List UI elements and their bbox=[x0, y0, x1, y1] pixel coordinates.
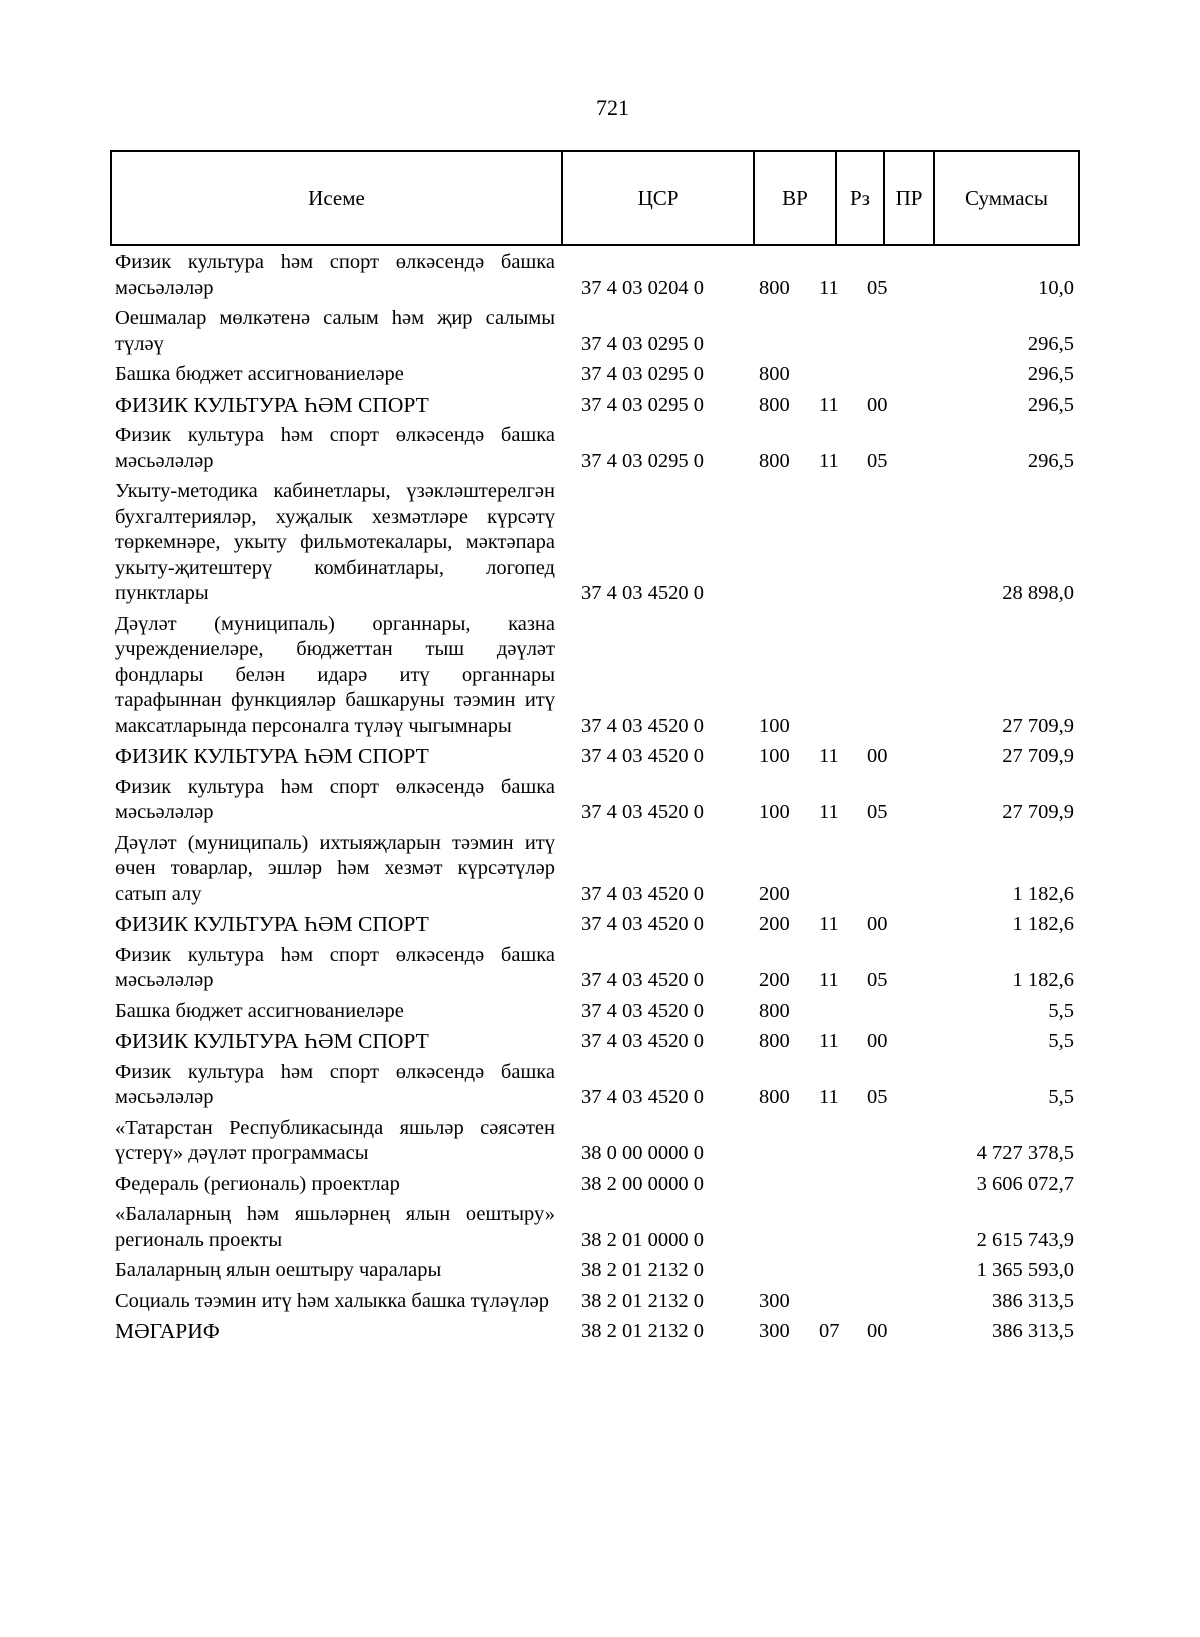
row-name: Физик культура һәм спорт өлкәсендә башка мәсьәләләр bbox=[115, 943, 555, 991]
row-csr: 37 4 03 4520 0 bbox=[581, 1030, 704, 1052]
row-name: Балаларның ялын оештыру чаралары bbox=[115, 1259, 442, 1281]
row-sum: 296,5 bbox=[1027, 449, 1074, 472]
row-sum: 296,5 bbox=[1027, 363, 1074, 385]
row-csr: 37 4 03 0295 0 bbox=[581, 449, 704, 472]
row-sum: 1 365 593,0 bbox=[976, 1259, 1074, 1281]
row-sum: 27 709,9 bbox=[1002, 745, 1074, 767]
table-row bbox=[115, 612, 1080, 740]
table-row bbox=[115, 479, 1080, 607]
table-row bbox=[115, 1289, 1080, 1315]
row-vr: 800 bbox=[759, 276, 790, 299]
row-csr: 38 2 01 2132 0 bbox=[581, 1320, 704, 1342]
row-name: Физик культура һәм спорт өлкәсендә башка мәсьәләләр bbox=[115, 1060, 555, 1108]
header-vr: ВР bbox=[755, 152, 837, 244]
row-csr: 37 4 03 4520 0 bbox=[581, 714, 704, 737]
row-name: Башка бюджет ассигнованиеләре bbox=[115, 999, 404, 1022]
table-row bbox=[115, 1319, 1080, 1345]
table-row bbox=[115, 1258, 1080, 1284]
row-csr: 37 4 03 0204 0 bbox=[581, 276, 704, 299]
table-row bbox=[115, 775, 1080, 826]
row-name: ФИЗИК КУЛЬТУРА ҺӘМ СПОРТ bbox=[115, 912, 429, 936]
row-rz: 11 bbox=[819, 393, 839, 416]
row-name: Федераль (региональ) проектлар bbox=[115, 1172, 400, 1195]
row-rz: 07 bbox=[819, 1320, 840, 1342]
row-vr: 200 bbox=[759, 882, 790, 905]
table-header bbox=[110, 150, 1080, 246]
row-name: Социаль тәэмин итү һәм халыкка башка түләүләр bbox=[115, 1289, 549, 1312]
row-sum: 27 709,9 bbox=[1002, 801, 1074, 823]
row-vr: 200 bbox=[759, 969, 790, 991]
table-row bbox=[115, 1172, 1080, 1198]
row-name: Дәүләт (муниципаль) ихтыяҗларын тәэмин итү өчен товарлар, эшләр һәм хезмәт күрсәтүләр сатып алу bbox=[115, 831, 555, 905]
row-csr: 38 2 00 0000 0 bbox=[581, 1172, 704, 1195]
table-row bbox=[115, 1060, 1080, 1111]
row-rz: 11 bbox=[819, 276, 839, 299]
row-sum: 296,5 bbox=[1027, 332, 1074, 355]
row-vr: 200 bbox=[759, 913, 790, 935]
table-row bbox=[115, 1202, 1080, 1253]
row-name: Физик культура һәм спорт өлкәсендә башка мәсьәләләр bbox=[115, 424, 555, 472]
row-sum: 2 615 743,9 bbox=[976, 1228, 1074, 1251]
row-csr: 37 4 03 0295 0 bbox=[581, 363, 704, 385]
row-csr: 37 4 03 4520 0 bbox=[581, 745, 704, 767]
row-name: «Татарстан Республикасында яшьләр сәясәтен үстерү» дәүләт программасы bbox=[115, 1116, 555, 1164]
row-rz: 11 bbox=[819, 913, 839, 935]
row-pr: 00 bbox=[867, 745, 888, 767]
row-pr: 00 bbox=[867, 913, 888, 935]
row-vr: 800 bbox=[759, 449, 790, 472]
row-sum: 27 709,9 bbox=[1002, 714, 1074, 737]
table-row bbox=[115, 250, 1080, 301]
row-vr: 300 bbox=[759, 1289, 790, 1312]
row-csr: 37 4 03 4520 0 bbox=[581, 801, 704, 823]
row-vr: 800 bbox=[759, 999, 790, 1022]
row-sum: 1 182,6 bbox=[1012, 969, 1074, 991]
row-sum: 5,5 bbox=[1048, 1086, 1074, 1108]
row-name: Физик культура һәм спорт өлкәсендә башка мәсьәләләр bbox=[115, 251, 555, 299]
row-pr: 00 bbox=[867, 1030, 888, 1052]
row-name: Укыту-методика кабинетлары, үзәкләштерелгән бухгалтерияләр, хуҗалык хезмәтләре күрсәтү төркемнәре, укыту фильмотекалары, мәктәпара укыту-җитештерү комбинатлары, логопед пунктлары bbox=[115, 480, 555, 604]
table-row bbox=[115, 999, 1080, 1025]
table-row bbox=[115, 1116, 1080, 1167]
page-number: 721 bbox=[596, 95, 629, 120]
row-csr: 38 2 01 2132 0 bbox=[581, 1259, 704, 1281]
row-vr: 800 bbox=[759, 1086, 790, 1108]
table-row bbox=[115, 423, 1080, 474]
header-name: Исеме bbox=[112, 152, 563, 244]
row-pr: 05 bbox=[867, 969, 888, 991]
row-sum: 3 606 072,7 bbox=[976, 1172, 1074, 1195]
row-vr: 800 bbox=[759, 363, 790, 385]
row-vr: 300 bbox=[759, 1320, 790, 1342]
row-csr: 38 2 01 2132 0 bbox=[581, 1289, 704, 1312]
row-csr: 37 4 03 0295 0 bbox=[581, 332, 704, 355]
row-name: Физик культура һәм спорт өлкәсендә башка мәсьәләләр bbox=[115, 775, 555, 823]
row-rz: 11 bbox=[819, 449, 839, 472]
row-rz: 11 bbox=[819, 1086, 839, 1108]
header-sum: Суммасы bbox=[965, 185, 1048, 210]
table-row bbox=[115, 831, 1080, 908]
row-sum: 5,5 bbox=[1048, 999, 1074, 1022]
header-rz: Рз bbox=[837, 152, 885, 244]
row-csr: 37 4 03 4520 0 bbox=[581, 999, 704, 1022]
table-row bbox=[115, 362, 1080, 388]
row-csr: 37 4 03 4520 0 bbox=[581, 582, 704, 604]
row-sum: 10,0 bbox=[1038, 276, 1074, 299]
row-vr: 100 bbox=[759, 801, 790, 823]
row-sum: 4 727 378,5 bbox=[976, 1142, 1074, 1164]
row-vr: 100 bbox=[759, 714, 790, 737]
row-name: ФИЗИК КУЛЬТУРА ҺӘМ СПОРТ bbox=[115, 1029, 429, 1053]
row-csr: 37 4 03 4520 0 bbox=[581, 969, 704, 991]
row-rz: 11 bbox=[819, 801, 839, 823]
table-body bbox=[115, 250, 1080, 1350]
row-csr: 37 4 03 4520 0 bbox=[581, 882, 704, 905]
row-name: Оешмалар мөлкәтенә салым һәм җир салымы түләү bbox=[115, 307, 555, 355]
row-rz: 11 bbox=[819, 745, 839, 767]
table-row bbox=[115, 1029, 1080, 1055]
row-vr: 100 bbox=[759, 745, 790, 767]
row-name: Башка бюджет ассигнованиеләре bbox=[115, 363, 404, 385]
row-pr: 05 bbox=[867, 449, 888, 472]
row-csr: 37 4 03 4520 0 bbox=[581, 913, 704, 935]
row-sum: 386 313,5 bbox=[992, 1320, 1074, 1342]
row-vr: 800 bbox=[759, 1030, 790, 1052]
table-row bbox=[115, 744, 1080, 770]
row-pr: 05 bbox=[867, 801, 888, 823]
row-sum: 5,5 bbox=[1048, 1030, 1074, 1052]
table-row bbox=[115, 912, 1080, 938]
row-pr: 05 bbox=[867, 1086, 888, 1108]
header-pr: ПР bbox=[885, 152, 935, 244]
row-sum: 1 182,6 bbox=[1012, 913, 1074, 935]
row-csr: 38 0 00 0000 0 bbox=[581, 1142, 704, 1164]
row-csr: 37 4 03 0295 0 bbox=[581, 393, 704, 416]
header-csr: ЦСР bbox=[563, 152, 755, 244]
row-rz: 11 bbox=[819, 1030, 839, 1052]
row-sum: 386 313,5 bbox=[992, 1289, 1074, 1312]
row-sum: 296,5 bbox=[1027, 393, 1074, 416]
table-row bbox=[115, 393, 1080, 419]
row-csr: 38 2 01 0000 0 bbox=[581, 1228, 704, 1251]
row-name: Дәүләт (муниципаль) органнары, казна учреждениеләре, бюджеттан тыш дәүләт фондлары белән идарә итү органнары тарафыннан функцияләр башкаруны тәэмин итү максатларында персоналга түләү чыгымнары bbox=[115, 612, 555, 737]
row-csr: 37 4 03 4520 0 bbox=[581, 1086, 704, 1108]
row-name: «Балаларның һәм яшьләрнең ялын оештыру» региональ проекты bbox=[115, 1203, 555, 1251]
row-rz: 11 bbox=[819, 969, 839, 991]
row-sum: 28 898,0 bbox=[1002, 582, 1074, 604]
table-row bbox=[115, 943, 1080, 994]
table-row bbox=[115, 306, 1080, 357]
row-name: МӘГАРИФ bbox=[115, 1319, 220, 1343]
row-pr: 05 bbox=[867, 276, 888, 299]
row-name: ФИЗИК КУЛЬТУРА ҺӘМ СПОРТ bbox=[115, 392, 429, 417]
row-vr: 800 bbox=[759, 393, 790, 416]
row-pr: 00 bbox=[867, 393, 888, 416]
row-name: ФИЗИК КУЛЬТУРА ҺӘМ СПОРТ bbox=[115, 744, 429, 768]
row-sum: 1 182,6 bbox=[1012, 882, 1074, 905]
row-pr: 00 bbox=[867, 1320, 888, 1342]
